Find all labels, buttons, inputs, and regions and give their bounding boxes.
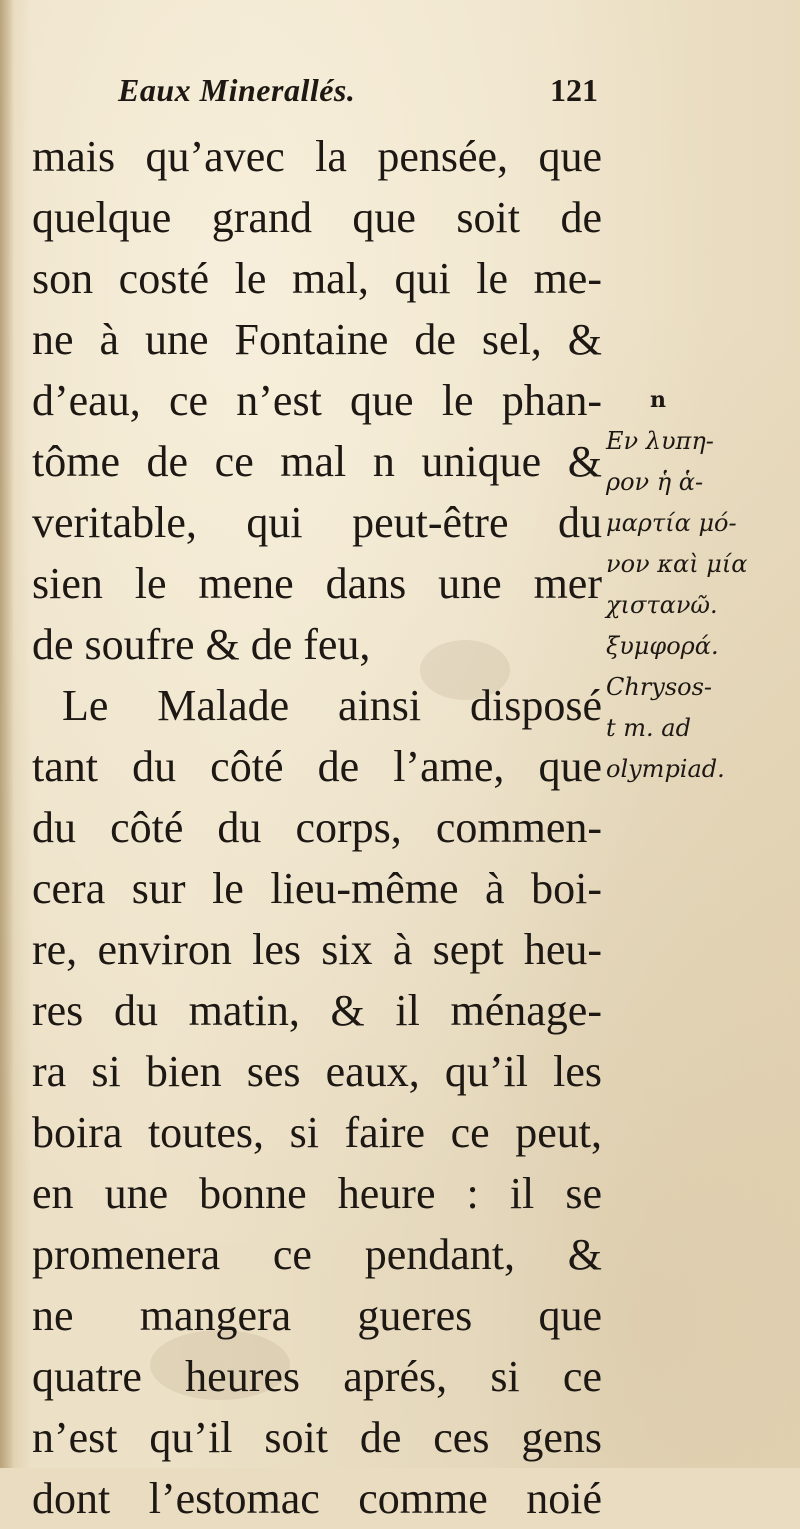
page-number: 121 (550, 72, 598, 108)
margin-note-line: olympiad. (606, 755, 725, 783)
margin-note-line: Εν λυπη- (606, 427, 714, 455)
margin-note-line: t m. ad (606, 714, 691, 742)
text-line: dont l’estomac comme noié (32, 1474, 602, 1523)
text-line: veritable, qui peut-être du (32, 498, 602, 547)
margin-note-line: χιστανῶ. (606, 591, 718, 619)
text-line: en une bonne heure : il se (32, 1169, 602, 1218)
text-line: du côté du corps, commen- (32, 803, 602, 852)
text-line: ne mangera gueres que (32, 1291, 602, 1340)
text-line: re, environ les six à sept heu- (32, 925, 602, 974)
text-line: ne à une Fontaine de sel, & (32, 315, 602, 364)
text-line: son costé le mal, qui le me- (32, 254, 602, 303)
text-line: tant du côté de l’ame, que (32, 742, 602, 791)
text-line: de soufre & de feu, (32, 620, 371, 669)
text-line: tôme de ce mal n unique & (32, 437, 602, 486)
text-line: promenera ce pendant, & (32, 1230, 602, 1279)
text-line: quatre heures aprés, si ce (32, 1352, 602, 1401)
margin-note-line: μαρτία μό- (606, 509, 737, 537)
margin-note-line: ρον ἡ ἁ- (606, 468, 704, 496)
text-line: Le Malade ainsi disposé (62, 681, 602, 730)
text-line: n’est qu’il soit de ces gens (32, 1413, 602, 1462)
margin-note-line: Chrysos- (606, 673, 713, 701)
running-title: Eaux Minerallés. (118, 72, 356, 108)
body-text (32, 126, 602, 1529)
text-line: d’eau, ce n’est que le phan- (32, 376, 602, 425)
margin-note-line: ξυμφορά. (606, 632, 719, 660)
margin-note-line: νον καὶ μία (606, 550, 748, 578)
text-line: boira toutes, si faire ce peut, (32, 1108, 602, 1157)
text-line: res du matin, & il ménage- (32, 986, 602, 1035)
margin-note-reference: n (650, 387, 666, 413)
page-gutter-shadow (0, 0, 14, 1468)
page-header (118, 72, 598, 116)
text-line: sien le mene dans une mer (32, 559, 602, 608)
margin-note (606, 380, 796, 790)
text-line: mais qu’avec la pensée, que (32, 132, 602, 181)
text-line: cera sur le lieu-même à boi- (32, 864, 602, 913)
text-line: quelque grand que soit de (32, 193, 602, 242)
text-line: ra si bien ses eaux, qu’il les (32, 1047, 602, 1096)
